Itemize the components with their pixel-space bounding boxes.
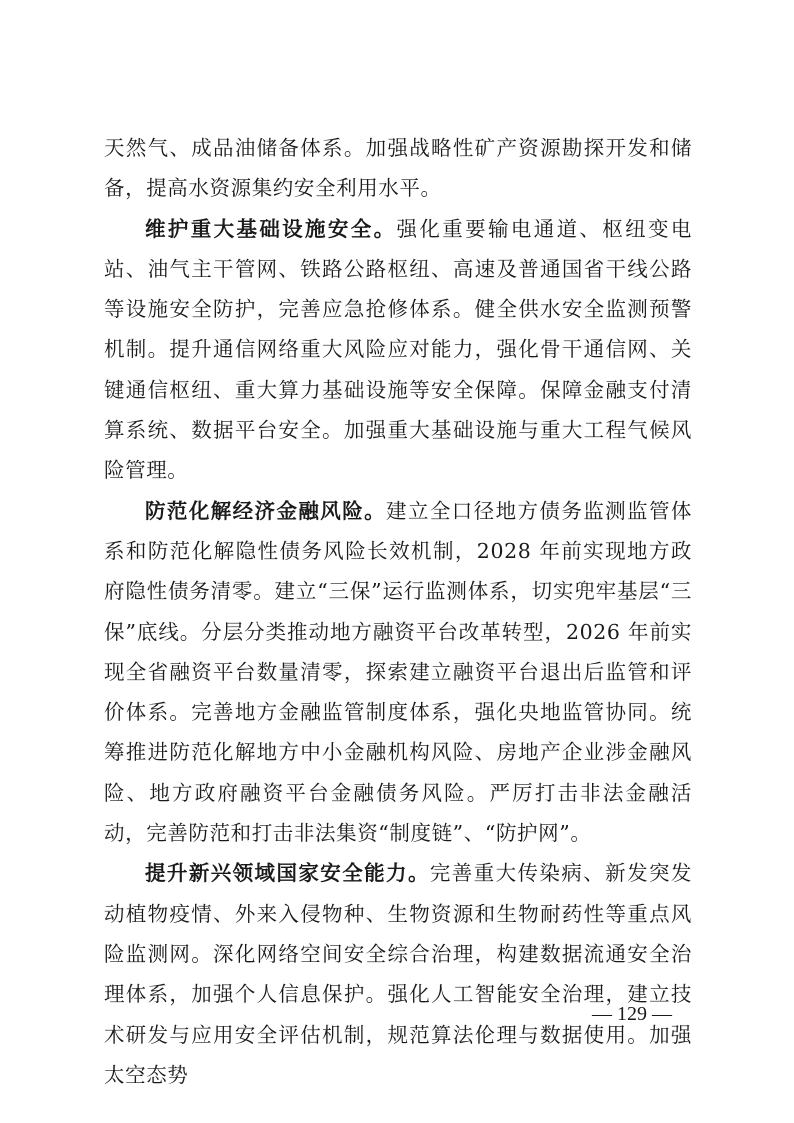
paragraph-continuation	[104, 128, 692, 209]
paragraph-emerging-security	[104, 853, 692, 1095]
paragraph-heading: 维护重大基础设施安全。	[145, 216, 397, 241]
paragraph-financial-risk	[104, 491, 692, 854]
page-number: — 129 —	[592, 1003, 672, 1025]
paragraph-text: 天然气、成品油储备体系。加强战略性矿产资源勘探开发和储备，提高水资源集约安全利用水平。	[104, 136, 692, 201]
paragraph-heading: 提升新兴领域国家安全能力。	[145, 861, 430, 886]
paragraph-text: 完善重大传染病、新发突发动植物疫情、外来入侵物种、生物资源和生物耐药性等重点风险监测网。深化网络空间安全综合治理，构建数据流通安全治理体系，加强个人信息保护。强化人工智能安全治理，建立技术研发与应用安全评估机制，规范算法伦理与数据使用。加强太空态势	[104, 861, 692, 1087]
body-text	[104, 128, 692, 1095]
paragraph-infrastructure-security	[104, 209, 692, 491]
paragraph-heading: 防范化解经济金融风险。	[145, 498, 387, 523]
paragraph-text: 建立全口径地方债务监测监管体系和防范化解隐性债务风险长效机制，2028 年前实现地方政府隐性债务清零。建立“三保”运行监测体系，切实兜牢基层“三保”底线。分层分类推动地方融资平台改革转型，2026 年前实现全省融资平台数量清零，探索建立融资平台退出后监管和评价体系。完善地方金融监管制度体系，强化央地监管协同。统筹推进防范化解地方中小金融机构风险、房地产企业涉金融风险、地方政府融资平台金融债务风险。严厉打击非法金融活动，完善防范和打击非法集资“制度链”、“防护网”。	[104, 498, 692, 846]
paragraph-text: 强化重要输电通道、枢纽变电站、油气主干管网、铁路公路枢纽、高速及普通国省干线公路等设施安全防护，完善应急抢修体系。健全供水安全监测预警机制。提升通信网络重大风险应对能力，强化骨干通信网、关键通信枢纽、重大算力基础设施等安全保障。保障金融支付清算系统、数据平台安全。加强重大基础设施与重大工程气候风险管理。	[104, 216, 692, 483]
